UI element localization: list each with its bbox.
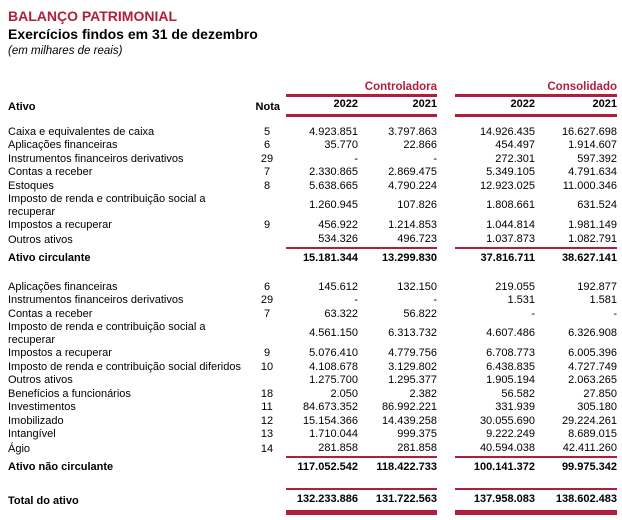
row-label: Contas a receber xyxy=(8,307,93,320)
cell-value: 6.313.732 xyxy=(388,327,437,340)
row-nota: 29 xyxy=(260,294,274,307)
cell-value: 30.055.690 xyxy=(479,414,535,427)
year-header: 2022 xyxy=(333,98,358,110)
cell-value: 132.233.886 xyxy=(296,492,358,505)
table-row xyxy=(8,361,617,375)
cell-value: 534.326 xyxy=(318,232,358,245)
cell-value: 6.708.773 xyxy=(486,347,535,359)
row-label: Imposto de renda e contribuição social diferidos xyxy=(8,360,241,373)
table-row xyxy=(8,347,617,361)
cell-value: 1.710.044 xyxy=(309,428,358,440)
cell-value: 22.866 xyxy=(403,139,437,151)
year-header: 2021 xyxy=(592,98,617,110)
cell-value: 1.260.945 xyxy=(309,199,358,212)
cell-value: 496.723 xyxy=(397,232,437,245)
cell-value: 6.438.835 xyxy=(486,360,535,373)
cell-value: 29.224.261 xyxy=(561,414,617,427)
cell-value: 131.722.563 xyxy=(375,492,437,505)
table-row xyxy=(8,374,617,388)
row-label: Instrumentos financeiros derivativos xyxy=(8,152,184,165)
row-nota: 9 xyxy=(263,347,271,360)
cell-value: 2.050 xyxy=(330,387,358,400)
cell-value: 4.790.224 xyxy=(388,179,437,192)
cell-value: 4.561.150 xyxy=(309,327,358,340)
group-header-controladora: Controladora xyxy=(364,81,437,93)
cell-value: 2.869.475 xyxy=(388,166,437,178)
cell-value: 86.992.221 xyxy=(381,401,437,413)
row-label: Intangível xyxy=(8,428,56,441)
row-nota: 6 xyxy=(263,139,271,152)
cell-value: 137.958.083 xyxy=(473,492,535,505)
cell-value: 192.877 xyxy=(577,280,617,293)
table-row xyxy=(8,193,617,219)
cell-value: 11.000.346 xyxy=(562,179,617,192)
cell-value: 999.375 xyxy=(397,428,437,440)
cell-value: 118.422.733 xyxy=(376,461,437,473)
cell-value: 272.301 xyxy=(495,152,535,165)
cell-value: 6.326.908 xyxy=(568,327,617,340)
cell-value: - xyxy=(433,294,437,306)
section-total-row xyxy=(8,458,617,475)
cell-value: - xyxy=(354,294,358,306)
cell-value: 4.791.634 xyxy=(568,166,617,178)
row-label: Imobilizado xyxy=(8,414,64,427)
cell-value: 597.392 xyxy=(577,152,617,165)
cell-value: 1.905.194 xyxy=(486,374,535,386)
row-label: Imposto de renda e contribuição social a recuperar xyxy=(8,193,206,218)
row-nota: 18 xyxy=(260,387,274,400)
cell-value: 219.055 xyxy=(495,280,535,293)
cell-value: 454.497 xyxy=(495,139,535,151)
balance-sheet-table xyxy=(8,81,617,515)
units-note: (em milhares de reais) xyxy=(8,45,123,57)
row-label: Ágio xyxy=(8,443,31,456)
row-nota: 14 xyxy=(260,443,274,456)
row-nota: 13 xyxy=(260,428,274,441)
row-label: Outros ativos xyxy=(8,374,73,387)
cell-value: 4.108.678 xyxy=(309,360,358,373)
cell-value: 107.826 xyxy=(397,199,437,212)
cell-value: 9.222.249 xyxy=(486,428,535,440)
row-label: Caixa e equivalentes de caixa xyxy=(8,125,155,138)
cell-value: 331.939 xyxy=(495,401,535,413)
table-row xyxy=(8,428,617,442)
row-label: Impostos a recuperar xyxy=(8,219,112,232)
row-label: Estoques xyxy=(8,179,54,192)
row-label: Aplicações financeiras xyxy=(8,280,118,293)
cell-value: 4.727.749 xyxy=(568,360,617,373)
cell-value: 37.816.711 xyxy=(480,252,535,264)
row-label: Imposto de renda e contribuição social a recuperar xyxy=(8,321,206,346)
cell-value: 1.214.853 xyxy=(388,219,437,231)
table-row xyxy=(8,415,617,429)
cell-value: 1.295.377 xyxy=(388,374,437,386)
year-header: 2021 xyxy=(412,98,437,110)
cell-value: 1.808.661 xyxy=(486,199,535,212)
cell-value: 5.638.665 xyxy=(309,179,358,192)
cell-value: 13.299.830 xyxy=(381,252,437,264)
cell-value: 2.063.265 xyxy=(568,374,617,386)
table-row xyxy=(8,166,617,180)
cell-value: 3.129.802 xyxy=(388,360,437,373)
cell-value: 456.922 xyxy=(318,219,358,231)
cell-value: 1.914.607 xyxy=(568,139,617,151)
cell-value: 281.858 xyxy=(397,441,437,454)
cell-value: 99.975.342 xyxy=(561,461,617,473)
cell-value: 4.923.851 xyxy=(309,125,358,138)
table-row xyxy=(8,321,617,347)
table-row xyxy=(8,281,617,295)
cell-value: 305.180 xyxy=(577,401,617,413)
cell-value: - xyxy=(433,152,437,165)
row-label: Outros ativos xyxy=(8,234,73,247)
cell-value: 1.037.873 xyxy=(486,232,535,245)
cell-value: - xyxy=(613,307,617,320)
cell-value: 56.822 xyxy=(403,307,437,320)
cell-value: 4.607.486 xyxy=(486,327,535,340)
row-nota: 8 xyxy=(263,179,271,192)
row-label: Investimentos xyxy=(8,401,76,414)
page-title: BALANÇO PATRIMONIAL xyxy=(8,8,178,24)
cell-value: 2.330.865 xyxy=(309,166,358,178)
table-row xyxy=(8,308,617,322)
column-header-nota: Nota xyxy=(255,100,280,113)
cell-value: 132.150 xyxy=(397,280,437,293)
column-header-ativo: Ativo xyxy=(8,100,36,113)
table-row xyxy=(8,442,617,459)
cell-value: - xyxy=(531,307,535,320)
row-nota: 7 xyxy=(263,166,271,179)
row-nota: 7 xyxy=(263,307,271,320)
cell-value: 27.850 xyxy=(583,387,617,400)
cell-value: 145.612 xyxy=(318,280,358,293)
cell-value: 1.981.149 xyxy=(568,219,617,231)
cell-value: 42.411.260 xyxy=(562,441,617,454)
cell-value: 35.770 xyxy=(324,139,358,151)
cell-value: 1.082.791 xyxy=(568,232,617,245)
cell-value: 38.627.141 xyxy=(561,252,617,264)
cell-value: - xyxy=(354,152,358,165)
row-label: Ativo não circulante xyxy=(8,461,114,474)
row-nota: 10 xyxy=(260,360,274,373)
row-nota: 6 xyxy=(263,280,271,293)
cell-value: 6.005.396 xyxy=(568,347,617,359)
row-nota: 11 xyxy=(261,401,273,414)
cell-value: 63.322 xyxy=(324,307,358,320)
row-label: Aplicações financeiras xyxy=(8,139,118,152)
column-group-headers xyxy=(8,81,617,94)
table-row xyxy=(8,401,617,415)
row-label: Contas a receber xyxy=(8,166,93,179)
table-row xyxy=(8,388,617,402)
column-headers-row xyxy=(8,94,617,117)
cell-value: 40.594.038 xyxy=(479,441,535,454)
row-label: Ativo circulante xyxy=(8,252,91,265)
noncurrent-assets-section xyxy=(8,281,617,475)
cell-value: 56.582 xyxy=(501,387,535,400)
row-label: Benefícios a funcionários xyxy=(8,387,131,400)
cell-value: 100.141.372 xyxy=(473,461,535,473)
cell-value: 5.349.105 xyxy=(486,166,535,178)
row-label: Total do ativo xyxy=(8,494,79,507)
table-row xyxy=(8,126,617,140)
cell-value: 14.439.258 xyxy=(381,414,437,427)
page-subtitle: Exercícios findos em 31 de dezembro xyxy=(8,26,258,42)
cell-value: 281.858 xyxy=(318,441,358,454)
cell-value: 12.923.025 xyxy=(479,179,535,192)
row-nota: 29 xyxy=(260,152,274,165)
row-label: Impostos a recuperar xyxy=(8,347,112,360)
cell-value: 2.382 xyxy=(409,387,437,400)
cell-value: 15.181.344 xyxy=(302,252,358,264)
cell-value: 1.044.814 xyxy=(486,219,535,231)
row-nota: 5 xyxy=(263,125,271,138)
cell-value: 1.275.700 xyxy=(309,374,358,386)
table-row xyxy=(8,153,617,167)
table-row xyxy=(8,219,617,233)
cell-value: 15.154.366 xyxy=(302,414,358,427)
cell-value: 3.797.863 xyxy=(388,125,437,138)
row-nota: 12 xyxy=(260,414,274,427)
group-header-consolidado: Consolidado xyxy=(547,81,617,93)
cell-value: 14.926.435 xyxy=(479,125,535,138)
cell-value: 138.602.483 xyxy=(555,492,617,505)
table-row xyxy=(8,139,617,153)
current-assets-section xyxy=(8,126,617,266)
cell-value: 117.052.542 xyxy=(297,461,358,473)
cell-value: 16.627.698 xyxy=(561,125,617,138)
row-label: Instrumentos financeiros derivativos xyxy=(8,294,184,307)
table-row xyxy=(8,233,617,250)
section-total-row xyxy=(8,249,617,266)
cell-value: 5.076.410 xyxy=(309,347,358,359)
cell-value: 84.673.352 xyxy=(302,401,358,413)
cell-value: 4.779.756 xyxy=(388,347,437,359)
cell-value: 631.524 xyxy=(577,199,617,212)
cell-value: 1.581 xyxy=(589,294,617,306)
cell-value: 1.531 xyxy=(507,294,535,306)
year-header: 2022 xyxy=(510,98,535,110)
grand-total-row xyxy=(8,488,617,516)
cell-value: 8.689.015 xyxy=(568,428,617,440)
row-nota: 9 xyxy=(263,219,271,232)
table-row xyxy=(8,180,617,194)
table-row xyxy=(8,294,617,308)
